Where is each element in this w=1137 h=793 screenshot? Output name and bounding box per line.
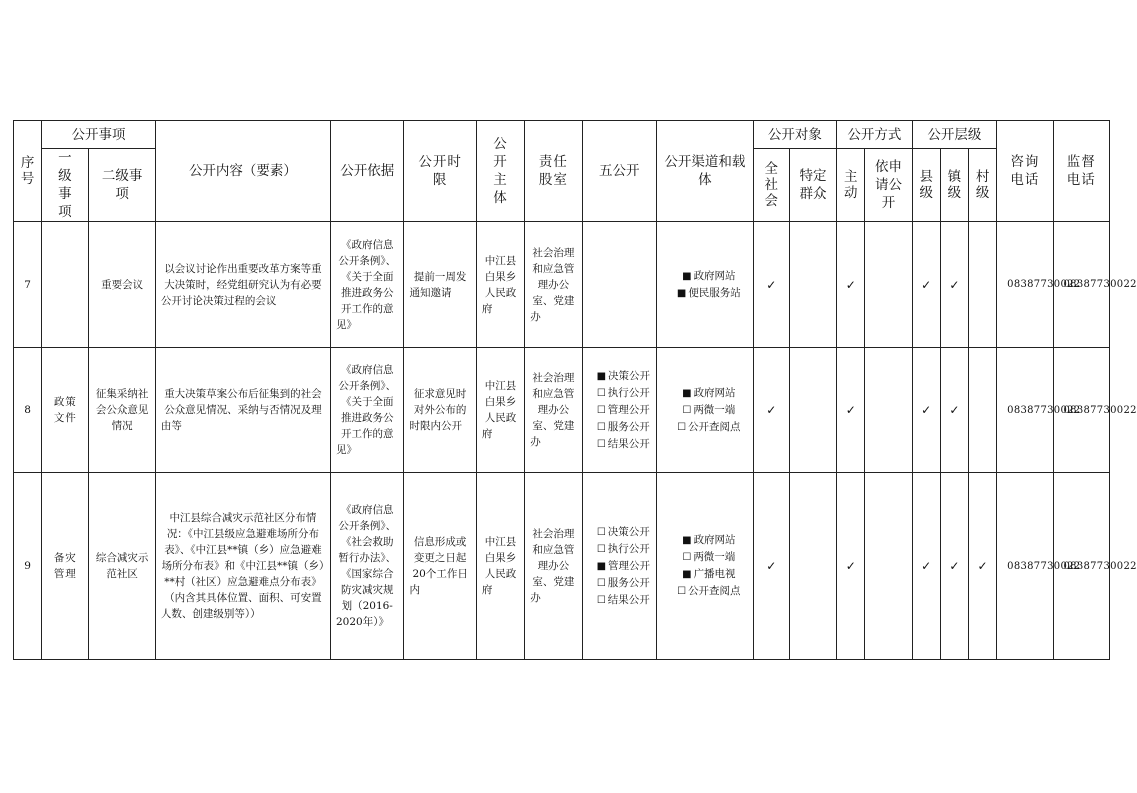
checked-box-icon: ■ (682, 569, 692, 580)
cell-target-all: ✓ (753, 473, 789, 660)
cell-level-town: ✓ (940, 348, 968, 473)
header-basis: 公开依据 (331, 121, 404, 222)
header-target-group: 公开对象 (753, 121, 837, 149)
unchecked-box-icon: ☐ (677, 421, 687, 433)
cell-five-option-label: 结果公开 (607, 437, 650, 450)
cell-channel-option (665, 402, 753, 419)
cell-level-county: ✓ (912, 222, 940, 348)
cell-level1: 政策文件 (42, 348, 89, 473)
header-level1: 一级事项 (42, 149, 89, 222)
cell-channel-option-label: 便民服务站 (688, 286, 741, 299)
header-five: 五公开 (582, 121, 656, 222)
cell-subject: 中江县白果乡人民政府 (476, 222, 524, 348)
cell-timelimit: 信息形成或变更之日起20个工作日内 (404, 473, 476, 660)
cell-subject: 中江县白果乡人民政府 (476, 348, 524, 473)
cell-five-option-label: 管理公开 (607, 403, 650, 416)
unchecked-box-icon: ☐ (682, 404, 692, 416)
unchecked-box-icon: ☐ (682, 552, 692, 563)
cell-channel-option-label: 两微一端 (693, 403, 736, 416)
header-mode-request: 依申请公开 (865, 149, 912, 222)
cell-five-option (591, 402, 656, 419)
cell-five-option-label: 管理公开 (608, 559, 651, 572)
cell-channel-option (665, 419, 753, 436)
cell-five-option (591, 436, 656, 453)
cell-consult: 08387730022 (997, 348, 1053, 473)
cell-channel (657, 473, 754, 660)
cell-mode-active: ✓ (837, 348, 865, 473)
cell-channel-option (665, 566, 753, 583)
cell-channel-option-label: 政府网站 (693, 386, 736, 399)
header-level-group: 公开层级 (912, 121, 997, 149)
cell-level-village (968, 222, 996, 348)
header-target-specific: 特定群众 (789, 149, 836, 222)
cell-level-town: ✓ (940, 222, 968, 348)
header-supervise: 监督电话 (1053, 121, 1110, 222)
cell-level1: 备灾管理 (42, 473, 89, 660)
cell-target-specific (789, 348, 836, 473)
cell-level2: 重要会议 (89, 222, 155, 348)
unchecked-box-icon: ☐ (596, 594, 606, 606)
cell-supervise: 08387730022 (1053, 348, 1110, 473)
cell-channel-option (665, 549, 753, 566)
cell-five (582, 348, 656, 473)
header-level2: 二级事项 (89, 149, 155, 222)
cell-target-specific (789, 473, 836, 660)
cell-five-option (591, 558, 656, 575)
header-target-all: 全社会 (753, 149, 789, 222)
cell-channel-option-label: 公开查阅点 (688, 585, 741, 597)
header-mode-active: 主动 (837, 149, 865, 222)
cell-five-option (591, 385, 656, 402)
cell-office: 社会治理和应急管理办公室、党建办 (525, 222, 582, 348)
table-row (14, 222, 1110, 348)
cell-level2: 综合减灾示范社区 (89, 473, 155, 660)
cell-five-option-label: 服务公开 (607, 576, 650, 589)
cell-channel (657, 348, 754, 473)
cell-five-option (591, 592, 656, 609)
cell-five-option (591, 368, 656, 385)
cell-subject: 中江县白果乡人民政府 (476, 473, 524, 660)
cell-level-county: ✓ (912, 473, 940, 660)
cell-channel-option-label: 广播电视 (693, 568, 736, 580)
checked-box-icon: ■ (676, 287, 687, 299)
cell-mode-request (865, 222, 912, 348)
cell-five-option (591, 419, 656, 436)
cell-level-village (968, 348, 996, 473)
cell-channel-option-label: 公开查阅点 (688, 420, 741, 433)
table-row (14, 348, 1110, 473)
header-timelimit: 公开时限 (404, 121, 476, 222)
cell-level1 (42, 222, 89, 348)
cell-level2: 征集采纳社会公众意见情况 (89, 348, 155, 473)
header-level-village: 村级 (968, 149, 996, 222)
cell-office: 社会治理和应急管理办公室、党建办 (525, 473, 582, 660)
header-subject: 公开主体 (476, 121, 524, 222)
cell-five-option-label: 服务公开 (607, 420, 650, 433)
cell-channel-option-label: 政府网站 (693, 534, 736, 546)
cell-content: 重大决策草案公布后征集到的社会公众意见情况、采纳与否情况及理由等 (155, 348, 330, 473)
cell-level-village: ✓ (968, 473, 996, 660)
cell-channel-option (665, 285, 753, 302)
header-mode-group: 公开方式 (837, 121, 912, 149)
checked-box-icon: ■ (682, 535, 692, 546)
cell-five-option-label: 决策公开 (608, 369, 651, 382)
table-header (14, 121, 1110, 222)
cell-target-all: ✓ (753, 222, 789, 348)
cell-supervise: 08387730022 (1053, 222, 1110, 348)
cell-channel-option (665, 532, 753, 549)
cell-office: 社会治理和应急管理办公室、党建办 (525, 348, 582, 473)
checked-box-icon: ■ (596, 370, 607, 382)
header-level-county: 县级 (912, 149, 940, 222)
cell-channel-option (665, 385, 753, 402)
cell-seq: 8 (14, 348, 42, 473)
disclosure-table (13, 120, 1137, 660)
unchecked-box-icon: ☐ (596, 387, 606, 399)
cell-consult: 08387730022 (997, 473, 1053, 660)
unchecked-box-icon: ☐ (596, 438, 606, 450)
header-content: 公开内容（要素） (155, 121, 330, 222)
header-seq: 序号 (14, 121, 42, 222)
checked-box-icon: ■ (682, 387, 692, 399)
cell-five-option (591, 541, 656, 558)
cell-five-option-label: 执行公开 (607, 542, 650, 555)
header-office: 责任股室 (525, 121, 582, 222)
cell-five (582, 473, 656, 660)
cell-consult: 08387730022 (997, 222, 1053, 348)
cell-basis: 《政府信息公开条例》、《关于全面推进政务公开工作的意见》 (331, 348, 404, 473)
header-level-town: 镇级 (940, 149, 968, 222)
cell-mode-request (865, 348, 912, 473)
cell-target-specific (789, 222, 836, 348)
cell-five-option (591, 575, 656, 592)
unchecked-box-icon: ☐ (596, 543, 606, 555)
unchecked-box-icon: ☐ (596, 526, 606, 538)
cell-five-option (591, 524, 656, 541)
cell-seq: 9 (14, 473, 42, 660)
cell-five (582, 222, 656, 348)
unchecked-box-icon: ☐ (677, 586, 687, 597)
cell-content: 中江县综合减灾示范社区分布情况：《中江县级应急避难场所分布表》、《中江县**镇（乡）应急避难场所分布表》和《中江县**镇（乡）**村（社区）应急避难点分布表》（内含其具体位置、面积、可安置人数、创建级别等）） (155, 473, 330, 660)
cell-seq: 7 (14, 222, 42, 348)
unchecked-box-icon: ☐ (596, 421, 606, 433)
cell-mode-active: ✓ (837, 222, 865, 348)
table-row (14, 473, 1110, 660)
cell-five-option-label: 决策公开 (607, 525, 650, 538)
cell-five-option-label: 结果公开 (607, 593, 650, 606)
cell-target-all: ✓ (753, 348, 789, 473)
header-consult: 咨询电话 (997, 121, 1053, 222)
cell-five-option-label: 执行公开 (607, 386, 650, 399)
cell-timelimit: 提前一周发通知邀请 (404, 222, 476, 348)
cell-channel (657, 222, 754, 348)
cell-channel-option-label: 政府网站 (693, 269, 736, 282)
cell-channel-option (665, 268, 753, 285)
cell-basis: 《政府信息公开条例》、《关于全面推进政务公开工作的意见》 (331, 222, 404, 348)
checked-box-icon: ■ (682, 270, 692, 282)
checked-box-icon: ■ (596, 560, 607, 572)
header-matter-group: 公开事项 (42, 121, 156, 149)
cell-content: 以会议讨论作出重要改革方案等重大决策时，经党组研究认为有必要公开讨论决策过程的会议 (155, 222, 330, 348)
cell-level-county: ✓ (912, 348, 940, 473)
unchecked-box-icon: ☐ (596, 404, 606, 416)
unchecked-box-icon: ☐ (596, 577, 606, 589)
cell-channel-option-label: 两微一端 (693, 551, 736, 563)
cell-level-town: ✓ (940, 473, 968, 660)
table-body (14, 222, 1137, 660)
header-channel: 公开渠道和载体 (657, 121, 754, 222)
cell-mode-request (865, 473, 912, 660)
cell-mode-active: ✓ (837, 473, 865, 660)
cell-timelimit: 征求意见时对外公布的时限内公开 (404, 348, 476, 473)
cell-supervise: 08387730022 (1053, 473, 1110, 660)
cell-basis: 《政府信息公开条例》、《社会救助暂行办法》、《国家综合防灾减灾规划（2016-2020年）》 (331, 473, 404, 660)
cell-channel-option (665, 583, 753, 600)
